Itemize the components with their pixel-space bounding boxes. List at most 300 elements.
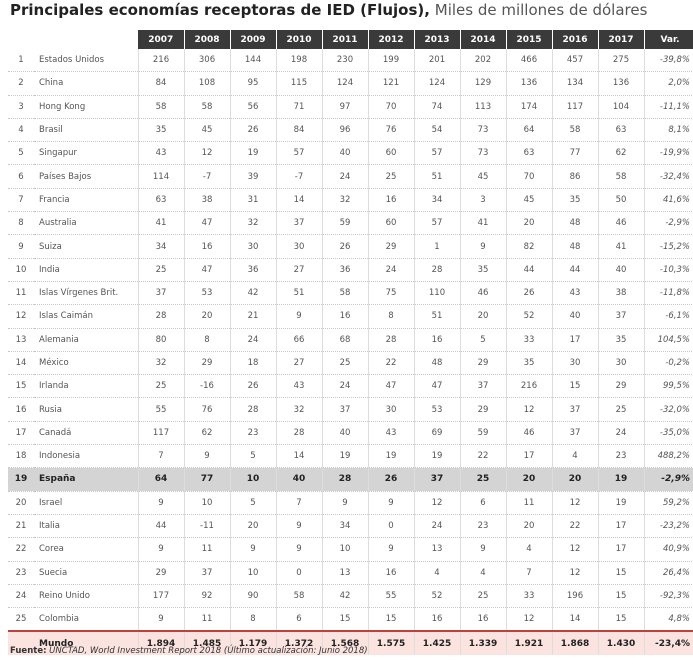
value-cell: 63 [598,118,644,141]
value-cell: 37 [184,561,230,584]
table-row [8,561,693,584]
fdi-table [8,30,693,655]
value-cell: 9 [460,235,506,258]
value-cell: 42 [230,281,276,304]
value-cell: 32 [138,351,184,374]
value-cell: 9 [368,538,414,561]
variation-cell: -32,4% [644,165,693,188]
country-cell: Brasil [34,118,138,141]
value-cell: 20 [460,305,506,328]
value-cell: 10 [230,468,276,491]
value-cell: 58 [598,165,644,188]
country-cell: Corea [34,538,138,561]
value-cell: 51 [276,281,322,304]
value-cell: 40 [552,305,598,328]
value-cell: 23 [230,421,276,444]
value-cell: 38 [598,281,644,304]
value-cell: 76 [184,398,230,421]
rank-cell: 23 [8,561,34,584]
value-cell: 7 [276,491,322,514]
value-cell: 29 [138,561,184,584]
value-cell: 15 [368,608,414,632]
value-cell: 9 [184,445,230,468]
value-cell: 144 [230,49,276,72]
value-cell: 110 [414,281,460,304]
value-cell: 48 [552,212,598,235]
value-cell: 29 [460,351,506,374]
value-cell: 23 [460,514,506,537]
value-cell: 457 [552,49,598,72]
value-cell: 113 [460,95,506,118]
value-cell: 33 [506,328,552,351]
table-row [8,165,693,188]
value-cell: 33 [506,584,552,607]
value-cell: 8 [184,328,230,351]
value-cell: 15 [552,375,598,398]
rank-cell: 5 [8,142,34,165]
value-cell: 22 [368,351,414,374]
rank-cell: 15 [8,375,34,398]
rank-cell: 13 [8,328,34,351]
rank-cell: 9 [8,235,34,258]
country-cell: Estados Unidos [34,49,138,72]
value-cell: 60 [368,142,414,165]
rank-cell: 4 [8,118,34,141]
value-cell: 20 [506,212,552,235]
value-cell: 1.179 [230,631,276,654]
value-cell: 68 [322,328,368,351]
value-cell: 12 [506,398,552,421]
value-cell: 14 [276,445,322,468]
value-cell: 24 [368,258,414,281]
value-cell: 1.425 [414,631,460,654]
variation-cell: 26,4% [644,561,693,584]
value-cell: 28 [414,258,460,281]
country-cell: Islas Caimán [34,305,138,328]
country-cell: Alemania [34,328,138,351]
value-cell: 59 [322,212,368,235]
header-year: 2012 [368,30,414,49]
rank-cell: 8 [8,212,34,235]
value-cell: 29 [460,398,506,421]
value-cell: 12 [552,538,598,561]
value-cell: 37 [322,398,368,421]
value-cell: 69 [414,421,460,444]
value-cell: -11 [184,514,230,537]
rank-cell: 6 [8,165,34,188]
value-cell: 25 [138,258,184,281]
value-cell: 19 [598,468,644,491]
value-cell: 46 [598,212,644,235]
value-cell: 42 [322,584,368,607]
source-text: UNCTAD, World Investment Report 2018 (Último actualización: Junio 2018) [46,646,368,656]
value-cell: 71 [276,95,322,118]
value-cell: 129 [460,72,506,95]
value-cell: 37 [460,375,506,398]
value-cell: 16 [322,305,368,328]
value-cell: 56 [230,95,276,118]
value-cell: 62 [184,421,230,444]
value-cell: 16 [414,608,460,632]
header-year: 2013 [414,30,460,49]
value-cell: 174 [506,95,552,118]
value-cell: 44 [138,514,184,537]
value-cell: 25 [460,468,506,491]
value-cell: 36 [230,258,276,281]
value-cell: 34 [138,235,184,258]
value-cell: 13 [322,561,368,584]
value-cell: 70 [506,165,552,188]
value-cell: 64 [506,118,552,141]
value-cell: 20 [506,468,552,491]
header-year: 2017 [598,30,644,49]
value-cell: 48 [552,235,598,258]
header-year: 2009 [230,30,276,49]
value-cell: 62 [598,142,644,165]
value-cell: 41 [138,212,184,235]
country-cell: Australia [34,212,138,235]
value-cell: 20 [552,468,598,491]
value-cell: 64 [138,468,184,491]
value-cell: 202 [460,49,506,72]
value-cell: 29 [598,375,644,398]
variation-cell: 488,2% [644,445,693,468]
table-row [8,281,693,304]
table-header-row [8,30,693,49]
value-cell: 24 [598,421,644,444]
value-cell: 19 [598,491,644,514]
variation-cell: 41,6% [644,188,693,211]
value-cell: 92 [184,584,230,607]
value-cell: 16 [368,561,414,584]
table-row [8,188,693,211]
value-cell: 44 [552,258,598,281]
value-cell: 48 [414,351,460,374]
value-cell: 1 [414,235,460,258]
value-cell: 199 [368,49,414,72]
value-cell: 58 [552,118,598,141]
header-year: 2016 [552,30,598,49]
value-cell: 97 [322,95,368,118]
value-cell: 1.485 [184,631,230,654]
value-cell: 1.894 [138,631,184,654]
value-cell: 34 [322,514,368,537]
country-cell: Irlanda [34,375,138,398]
value-cell: 25 [598,398,644,421]
value-cell: 8 [368,305,414,328]
value-cell: 10 [184,491,230,514]
value-cell: 9 [138,538,184,561]
value-cell: 8 [230,608,276,632]
value-cell: 47 [414,375,460,398]
value-cell: 60 [368,212,414,235]
value-cell: 90 [230,584,276,607]
value-cell: 41 [460,212,506,235]
value-cell: 10 [230,561,276,584]
country-cell: Mundo [34,631,138,654]
country-cell: Colombia [34,608,138,632]
value-cell: 38 [184,188,230,211]
value-cell: 28 [230,398,276,421]
value-cell: 31 [230,188,276,211]
value-cell: 30 [368,398,414,421]
value-cell: 73 [460,142,506,165]
variation-cell: -39,8% [644,49,693,72]
value-cell: 117 [552,95,598,118]
value-cell: 32 [322,188,368,211]
rank-cell: 3 [8,95,34,118]
title-main: Principales economías receptoras de IED (Flujos), [10,1,430,19]
rank-cell: 7 [8,188,34,211]
value-cell: 13 [414,538,460,561]
header-variation: Var. [644,30,693,49]
value-cell: 12 [552,491,598,514]
table-row [8,375,693,398]
variation-cell: -11,1% [644,95,693,118]
table-body [8,49,693,655]
value-cell: 32 [276,398,322,421]
value-cell: 57 [414,212,460,235]
value-cell: 19 [368,445,414,468]
value-cell: 1.430 [598,631,644,654]
variation-cell: -11,8% [644,281,693,304]
value-cell: 11 [184,608,230,632]
value-cell: 37 [414,468,460,491]
value-cell: 24 [414,514,460,537]
value-cell: 6 [460,491,506,514]
value-cell: 30 [230,235,276,258]
value-cell: 35 [552,188,598,211]
value-cell: 28 [368,328,414,351]
value-cell: 55 [138,398,184,421]
country-cell: Suecia [34,561,138,584]
value-cell: 24 [322,165,368,188]
variation-cell: -15,2% [644,235,693,258]
value-cell: 28 [276,421,322,444]
value-cell: 37 [552,398,598,421]
value-cell: 15 [322,608,368,632]
rank-cell: 1 [8,49,34,72]
value-cell: 30 [552,351,598,374]
table-row [8,538,693,561]
value-cell: 55 [368,584,414,607]
value-cell: 10 [322,538,368,561]
value-cell: 86 [552,165,598,188]
table-row [8,212,693,235]
value-cell: 46 [460,281,506,304]
table-row [8,584,693,607]
rank-cell: 16 [8,398,34,421]
value-cell: 25 [368,165,414,188]
variation-cell: -19,9% [644,142,693,165]
value-cell: 41 [598,235,644,258]
value-cell: 124 [414,72,460,95]
table-row [8,118,693,141]
country-cell: España [34,468,138,491]
variation-cell: 99,5% [644,375,693,398]
value-cell: 19 [414,445,460,468]
value-cell: 17 [506,445,552,468]
table-row [8,235,693,258]
value-cell: 35 [506,351,552,374]
value-cell: 96 [322,118,368,141]
value-cell: 12 [184,142,230,165]
value-cell: 115 [276,72,322,95]
value-cell: 1.575 [368,631,414,654]
value-cell: 21 [230,305,276,328]
value-cell: -16 [184,375,230,398]
value-cell: 28 [138,305,184,328]
value-cell: 37 [276,212,322,235]
value-cell: 51 [414,165,460,188]
variation-cell: 4,8% [644,608,693,632]
value-cell: 216 [506,375,552,398]
value-cell: 37 [138,281,184,304]
value-cell: 57 [276,142,322,165]
value-cell: 198 [276,49,322,72]
table-row-spain [8,468,693,491]
country-cell: Hong Kong [34,95,138,118]
variation-cell: -23,2% [644,514,693,537]
value-cell: 196 [552,584,598,607]
value-cell: 9 [460,538,506,561]
country-cell: Israel [34,491,138,514]
value-cell: 11 [184,538,230,561]
title-subtitle: Miles de millones de dólares [429,1,648,19]
value-cell: 27 [276,351,322,374]
value-cell: 7 [506,561,552,584]
variation-cell: -0,2% [644,351,693,374]
value-cell: 136 [506,72,552,95]
table-row [8,49,693,72]
value-cell: 40 [276,468,322,491]
value-cell: 16 [184,235,230,258]
value-cell: 16 [414,328,460,351]
value-cell: 25 [322,351,368,374]
value-cell: 45 [184,118,230,141]
value-cell: 19 [322,445,368,468]
value-cell: 7 [138,445,184,468]
value-cell: 95 [230,72,276,95]
value-cell: 57 [414,142,460,165]
value-cell: 46 [506,421,552,444]
value-cell: 26 [230,118,276,141]
value-cell: 43 [138,142,184,165]
header-blank-rank [8,30,34,49]
value-cell: 20 [230,514,276,537]
value-cell: 1.339 [460,631,506,654]
value-cell: 25 [460,584,506,607]
value-cell: 35 [598,328,644,351]
value-cell: 26 [322,235,368,258]
rank-cell: 12 [8,305,34,328]
value-cell: 3 [460,188,506,211]
value-cell: 1.568 [322,631,368,654]
value-cell: 9 [322,491,368,514]
value-cell: 45 [460,165,506,188]
value-cell: 104 [598,95,644,118]
value-cell: 75 [368,281,414,304]
rank-cell: 20 [8,491,34,514]
value-cell: 59 [460,421,506,444]
value-cell: -7 [184,165,230,188]
value-cell: 82 [506,235,552,258]
value-cell: 5 [460,328,506,351]
value-cell: 35 [460,258,506,281]
table-row [8,328,693,351]
source-label: Fuente: [10,646,47,656]
value-cell: 22 [552,514,598,537]
value-cell: 18 [230,351,276,374]
value-cell: 47 [184,212,230,235]
value-cell: 43 [552,281,598,304]
value-cell: 43 [276,375,322,398]
value-cell: 44 [506,258,552,281]
value-cell: 29 [368,235,414,258]
rank-cell: 10 [8,258,34,281]
value-cell: 5 [230,491,276,514]
value-cell: 58 [322,281,368,304]
value-cell: 1.921 [506,631,552,654]
source-note [10,646,368,656]
table-row [8,608,693,632]
value-cell: 70 [368,95,414,118]
header-year: 2008 [184,30,230,49]
table-row [8,514,693,537]
value-cell: 16 [460,608,506,632]
value-cell: 39 [230,165,276,188]
country-cell: China [34,72,138,95]
table-row [8,305,693,328]
value-cell: 466 [506,49,552,72]
country-cell: Italia [34,514,138,537]
value-cell: 17 [598,538,644,561]
value-cell: 117 [138,421,184,444]
value-cell: 80 [138,328,184,351]
table-row [8,421,693,444]
value-cell: 58 [276,584,322,607]
variation-cell: 104,5% [644,328,693,351]
value-cell: 26 [506,281,552,304]
table-row [8,491,693,514]
value-cell: 201 [414,49,460,72]
rank-cell: 17 [8,421,34,444]
variation-cell: 2,0% [644,72,693,95]
value-cell: 53 [414,398,460,421]
country-cell: Singapur [34,142,138,165]
variation-cell: 8,1% [644,118,693,141]
value-cell: 76 [368,118,414,141]
table-row [8,258,693,281]
header-year: 2010 [276,30,322,49]
value-cell: 6 [276,608,322,632]
variation-cell: -10,3% [644,258,693,281]
value-cell: 47 [184,258,230,281]
rank-cell: 19 [8,468,34,491]
value-cell: 84 [138,72,184,95]
value-cell: 9 [138,608,184,632]
header-year: 2011 [322,30,368,49]
table-row [8,351,693,374]
value-cell: 26 [368,468,414,491]
page-title [10,1,647,19]
value-cell: 134 [552,72,598,95]
rank-cell: 11 [8,281,34,304]
value-cell: 66 [276,328,322,351]
value-cell: 37 [598,305,644,328]
table-row [8,72,693,95]
value-cell: 35 [138,118,184,141]
